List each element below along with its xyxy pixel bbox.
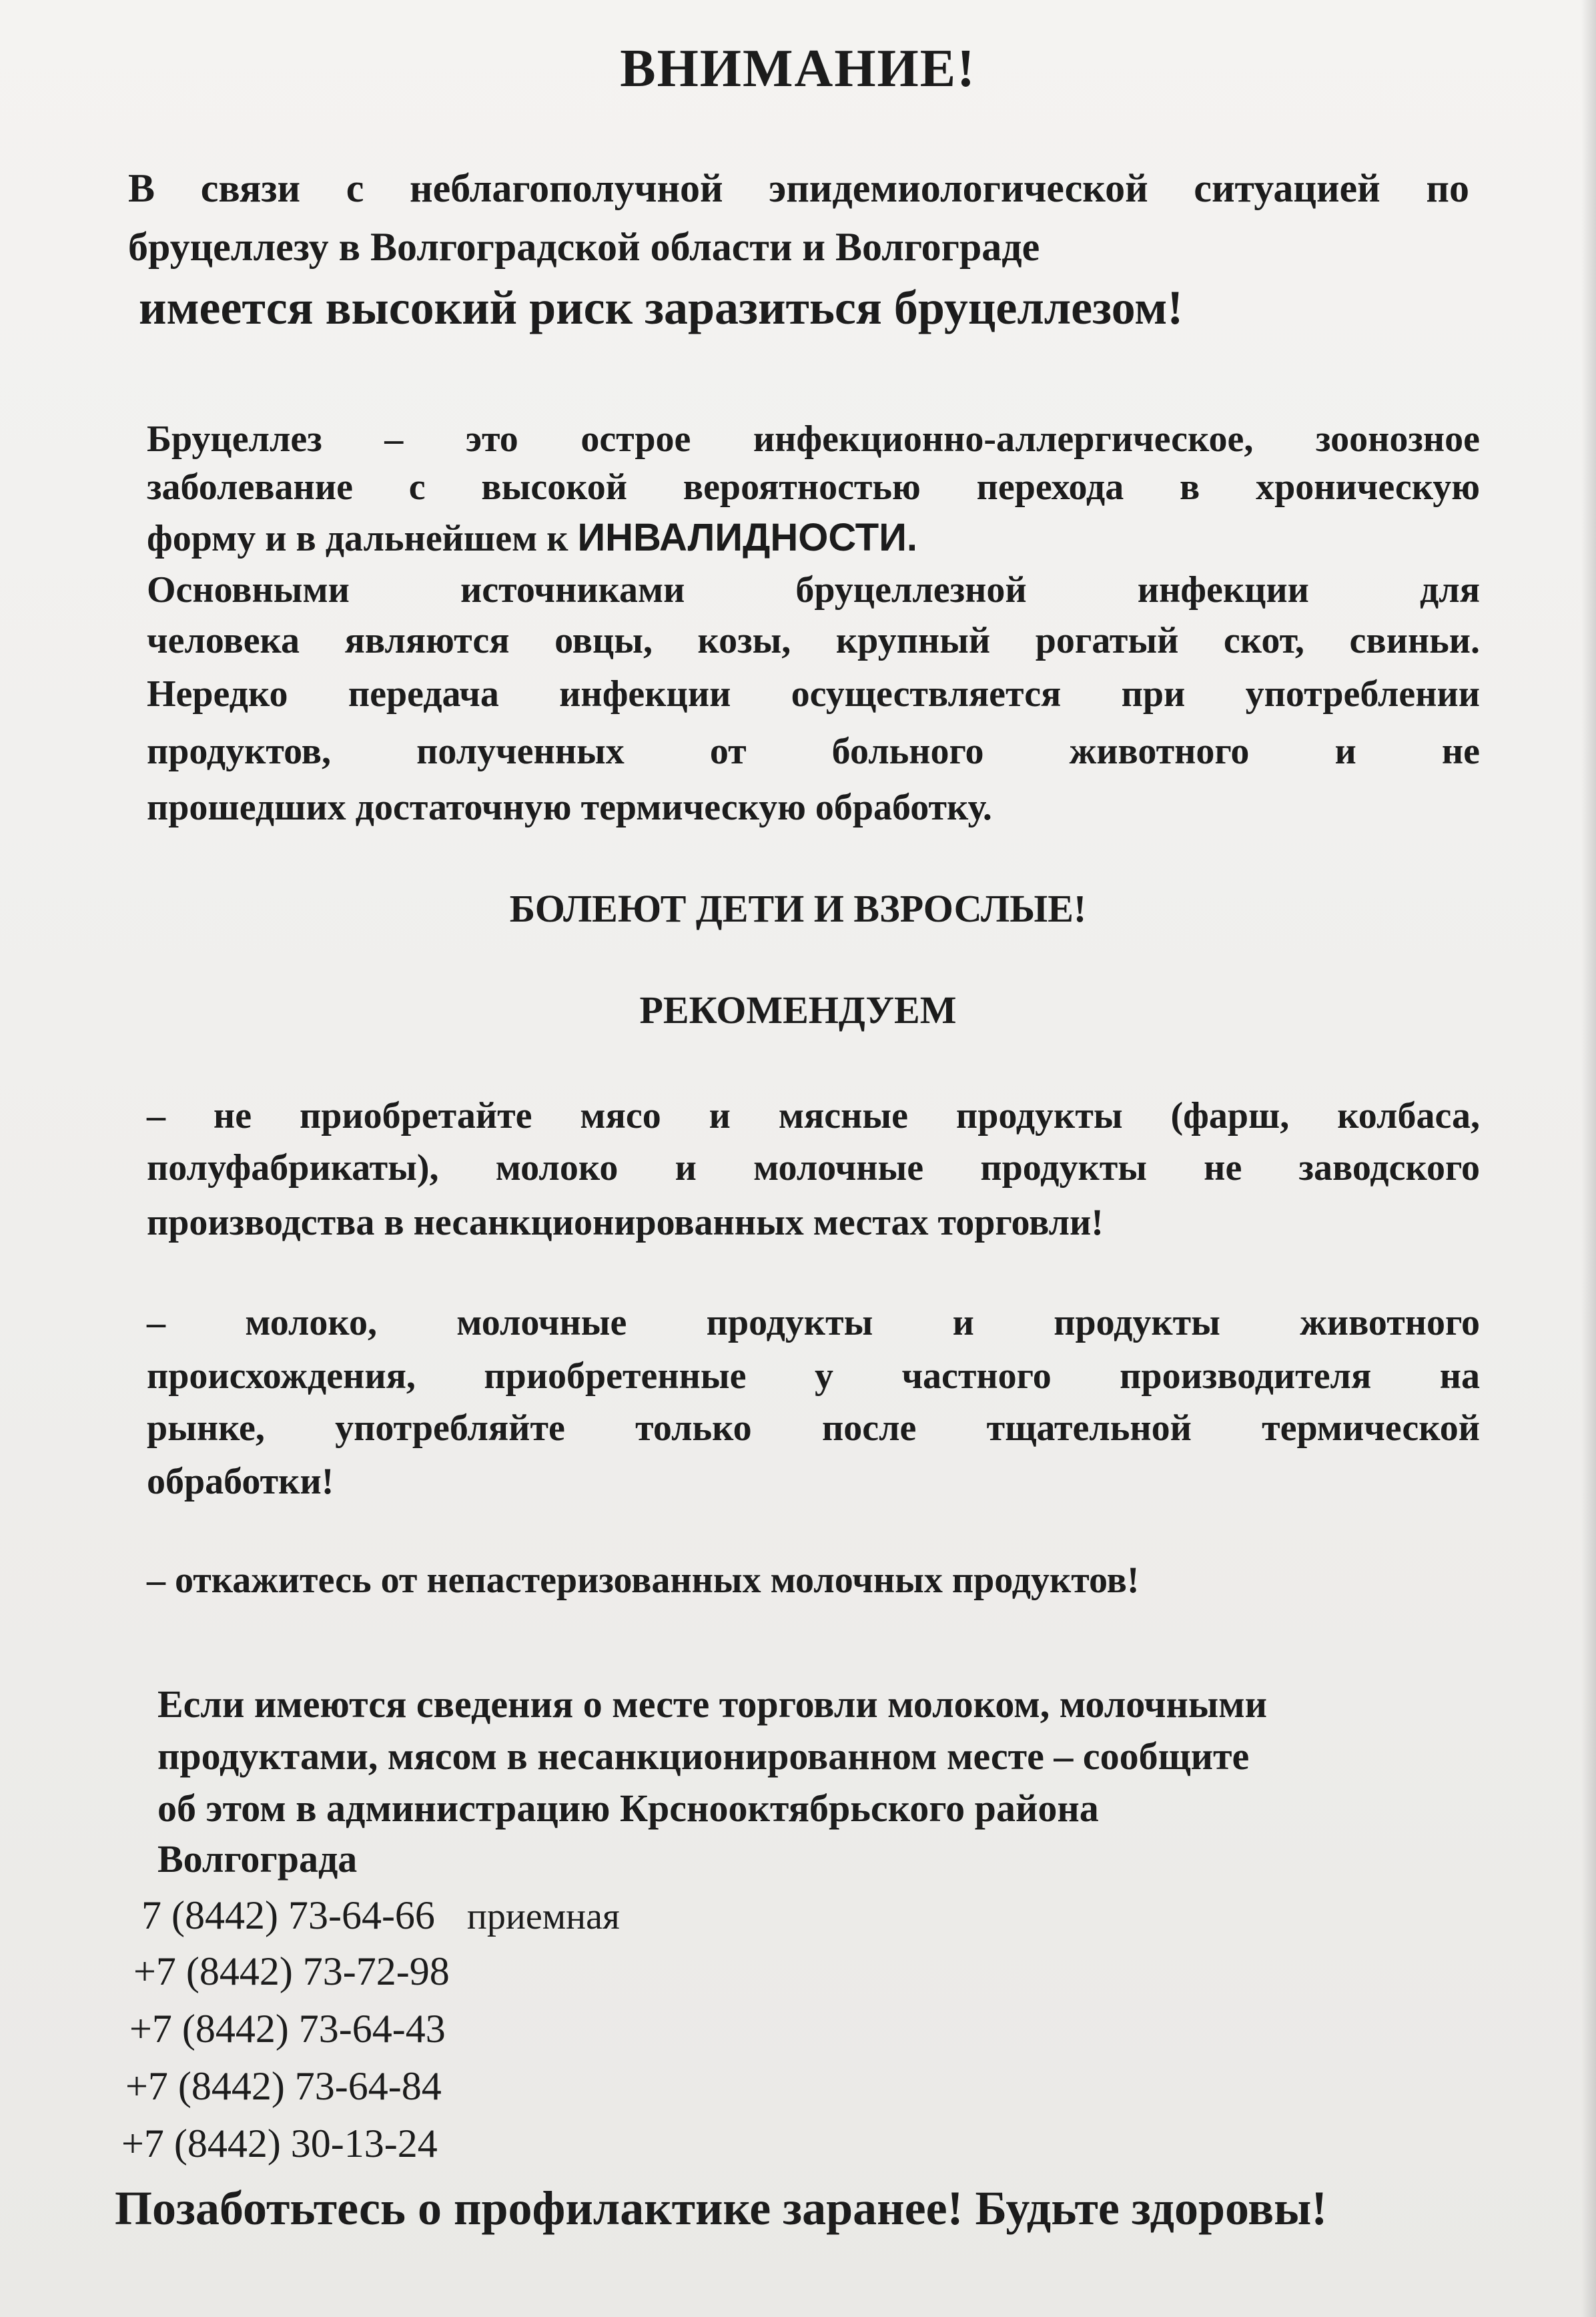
- phone-number: +7 (8442) 30-13-24: [121, 2121, 438, 2166]
- disability-emphasis: ИНВАЛИДНОСТИ.: [577, 516, 918, 559]
- intro-line-2: бруцеллезу в Волгоградской области и Волгограде: [128, 225, 1040, 269]
- recommend-heading: РЕКОМЕНДУЕМ: [639, 988, 957, 1032]
- description-line-1: Бруцеллез – это острое инфекционно-аллергическое, зоонозное: [147, 418, 1480, 460]
- contact-line-4: Волгограда: [157, 1837, 358, 1881]
- recommendation-2-line-4: обработки!: [147, 1461, 334, 1502]
- recommendation-1-line-1: – не приобретайте мясо и мясные продукты (фарш, колбаса,: [147, 1095, 1480, 1136]
- phone-number: 7 (8442) 73-64-66: [141, 1893, 435, 1937]
- contact-line-1: Если имеются сведения о месте торговли молоком, молочными: [157, 1682, 1268, 1726]
- recommendation-3: – откажитесь от непастеризованных молочных продуктов!: [147, 1560, 1140, 1601]
- description-line-6: Нередко передача инфекции осуществляется при употреблении: [147, 673, 1480, 715]
- phone-number: +7 (8442) 73-64-43: [129, 2007, 446, 2051]
- sick-heading: БОЛЕЮТ ДЕТИ И ВЗРОСЛЫЕ!: [509, 887, 1087, 930]
- description-line-4: Основными источниками бруцеллезной инфекции для: [147, 569, 1480, 611]
- closing-message: Позаботьтесь о профилактике заранее! Будьте здоровы!: [115, 2182, 1328, 2235]
- risk-statement: имеется высокий риск заразиться бруцеллезом!: [139, 281, 1184, 334]
- recommendation-1-line-3: производства в несанкционированных местах торговли!: [147, 1202, 1104, 1243]
- recommendation-1-line-2: полуфабрикаты), молоко и молочные продукты не заводского: [147, 1147, 1480, 1189]
- notice-title: ВНИМАНИЕ!: [620, 39, 976, 98]
- phone-number: +7 (8442) 73-64-84: [125, 2064, 442, 2108]
- recommendation-2-line-2: происхождения, приобретенные у частного производителя на: [147, 1355, 1480, 1397]
- description-line-2: заболевание с высокой вероятностью перехода в хроническую: [147, 466, 1480, 508]
- description-line-3: [147, 515, 1480, 560]
- description-line-5: человека являются овцы, козы, крупный рогатый скот, свиньи.: [147, 620, 1480, 661]
- phone-note: приемная: [466, 1896, 620, 1937]
- phone-reception: [141, 1893, 620, 1939]
- contact-line-3: об этом в администрацию Крснооктябрьского района: [157, 1786, 1099, 1830]
- description-line-3-text: форму и в дальнейшем к: [147, 518, 578, 559]
- description-line-7: продуктов, полученных от больного животного и не: [147, 731, 1480, 772]
- recommendation-2-line-1: – молоко, молочные продукты и продукты животного: [147, 1302, 1480, 1343]
- description-line-8: прошедших достаточную термическую обработку.: [147, 787, 992, 828]
- contact-line-2: продуктами, мясом в несанкционированном месте – сообщите: [157, 1734, 1250, 1778]
- intro-line-1: В связи с неблагополучной эпидемиологической ситуацией по: [128, 166, 1469, 210]
- recommendation-2-line-3: рынке, употребляйте только после тщательной термической: [147, 1407, 1480, 1449]
- phone-number: +7 (8442) 73-72-98: [133, 1949, 450, 1993]
